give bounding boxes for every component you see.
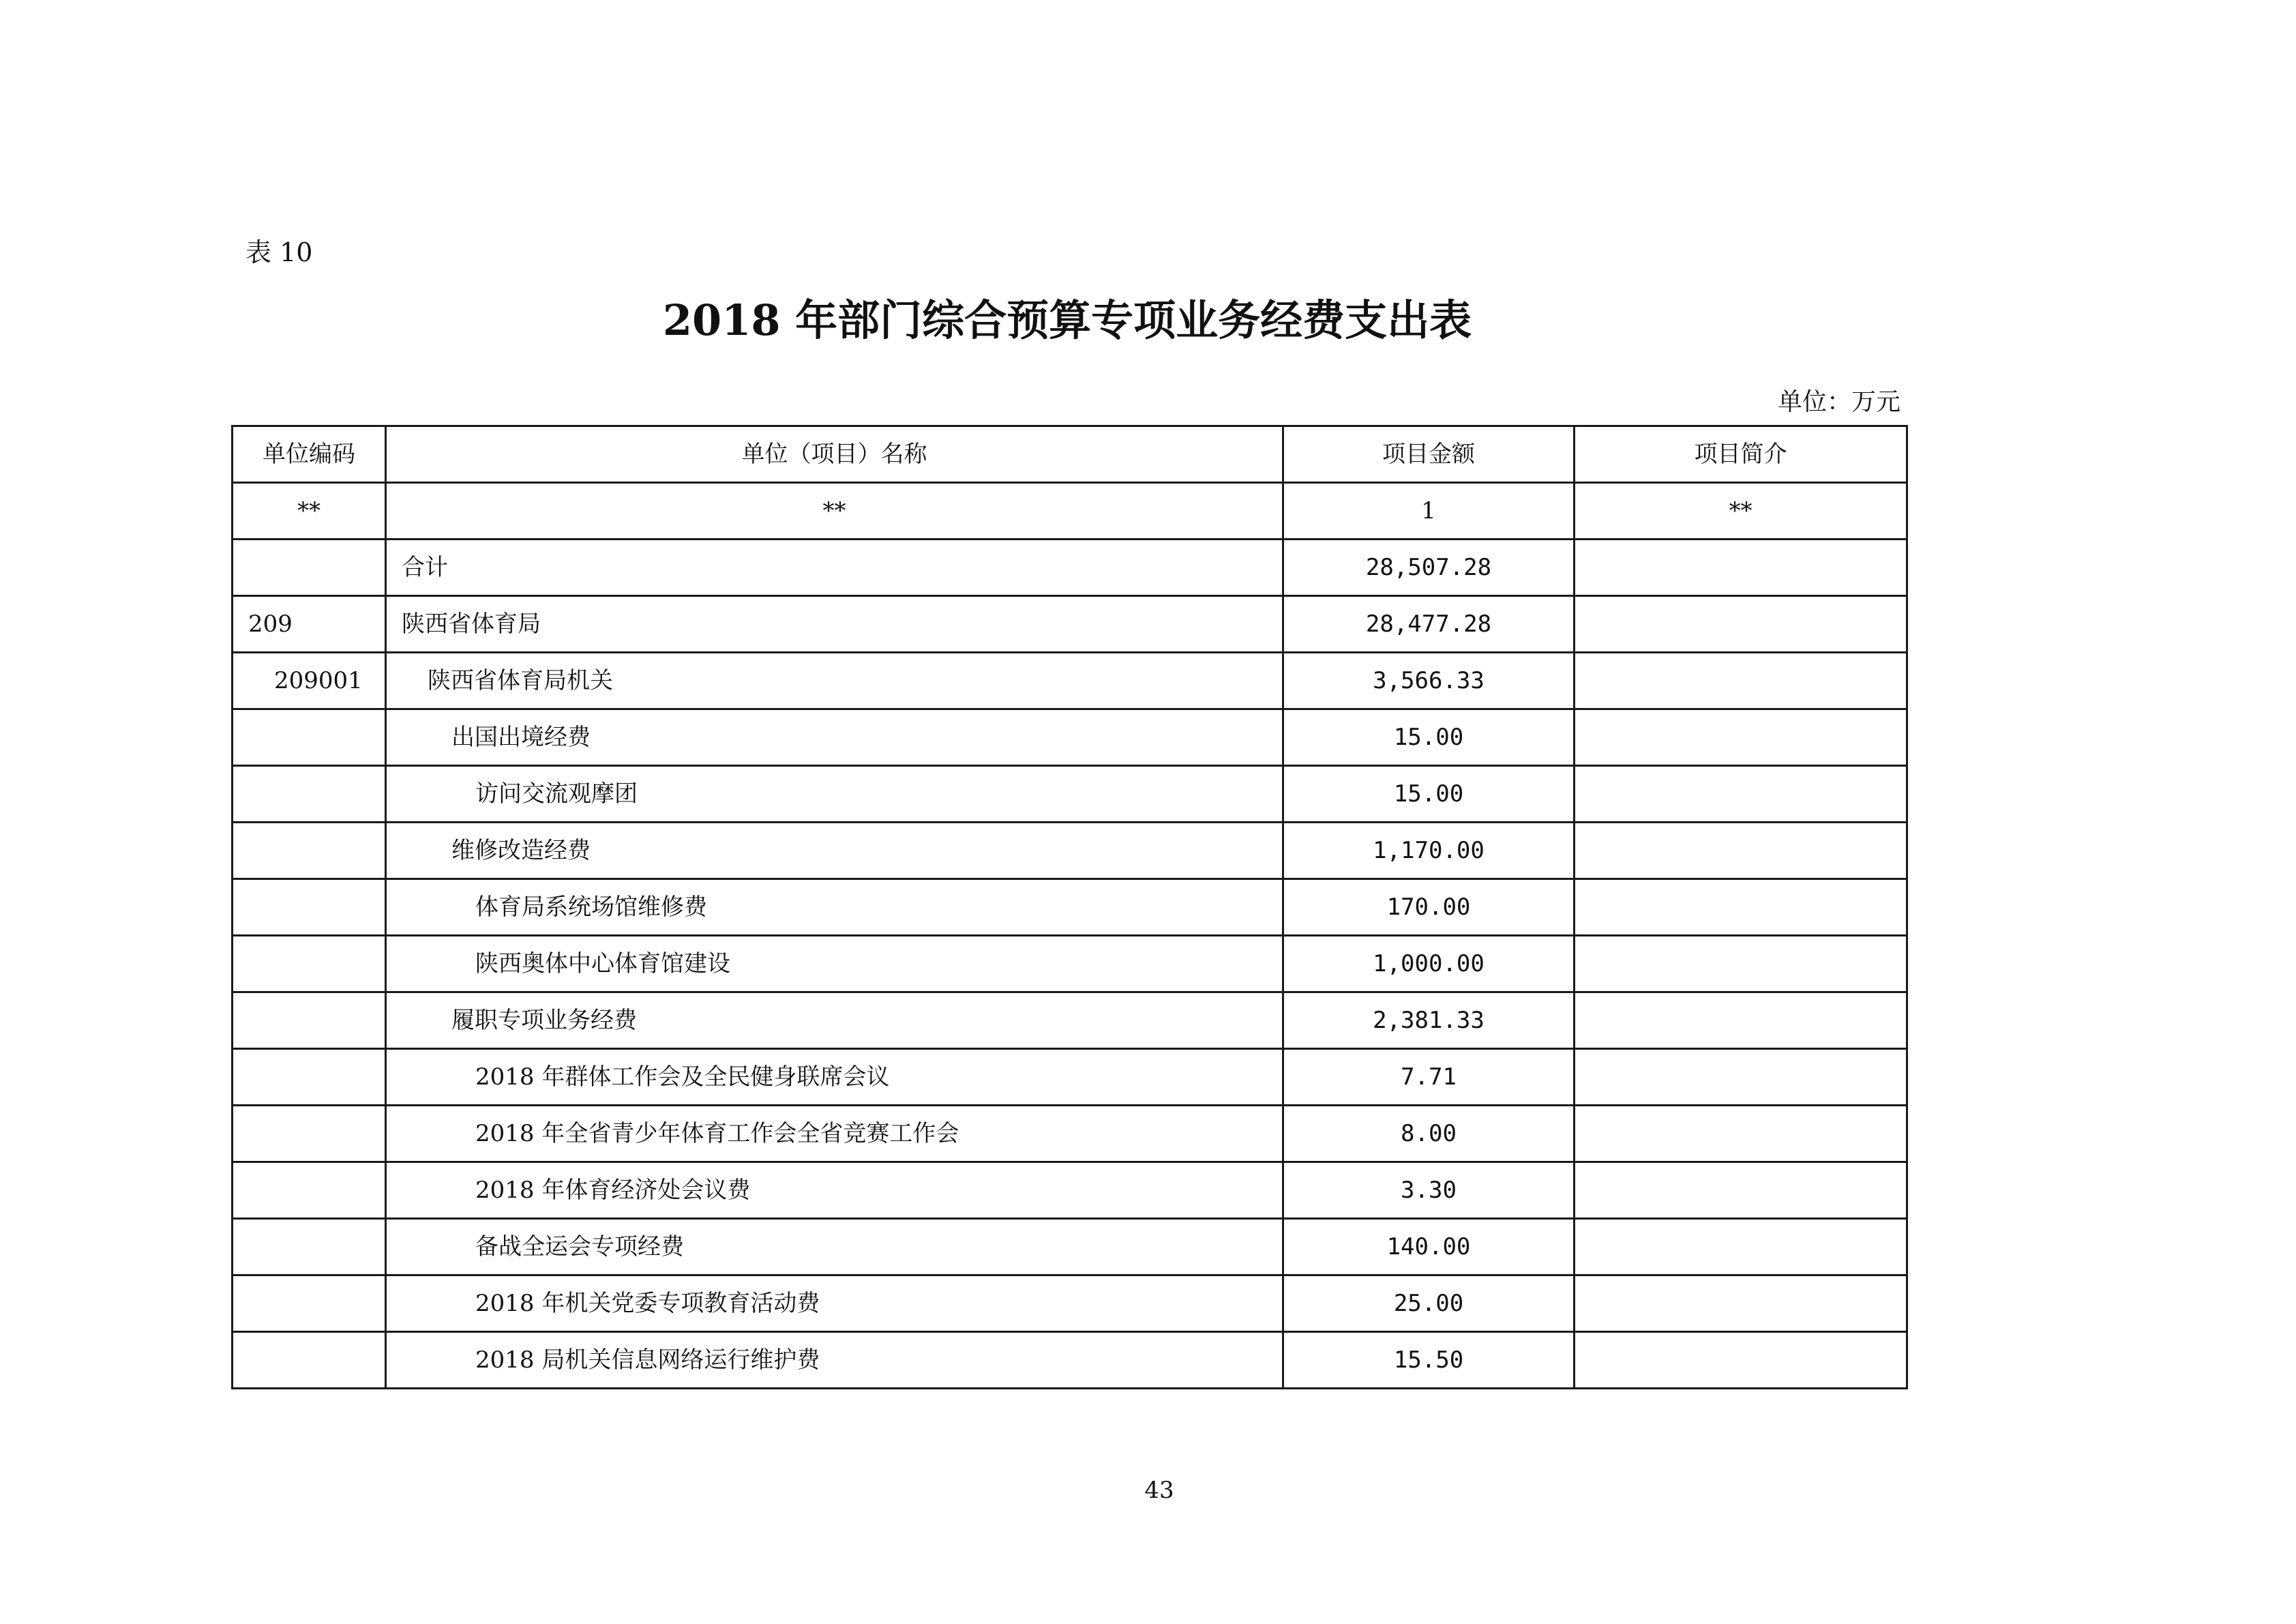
cell-amount: 15.00 [1283,766,1575,823]
table-row [233,596,1907,653]
cell-unit-code [233,992,386,1049]
table-row [233,1275,1907,1332]
cell-unit-name: 2018 年群体工作会及全民健身联席会议 [386,1049,1283,1106]
index-cell-description: ** [1575,483,1907,540]
index-cell-code: ** [233,483,386,540]
cell-amount: 7.71 [1283,1049,1575,1106]
cell-unit-code [233,1332,386,1389]
table-header [233,426,1907,483]
cell-unit-code: 209 [233,596,386,653]
cell-unit-name: 陕西奥体中心体育馆建设 [386,936,1283,992]
table-row [233,1162,1907,1219]
index-cell-name: ** [386,483,1283,540]
document-title: 2018 年部门综合预算专项业务经费支出表 [662,295,1472,345]
cell-description [1575,936,1907,992]
cell-description [1575,823,1907,879]
cell-description [1575,709,1907,766]
cell-unit-code [233,1275,386,1332]
cell-unit-name: 合计 [386,540,1283,596]
table-row [233,766,1907,823]
cell-amount: 170.00 [1283,879,1575,936]
cell-amount: 8.00 [1283,1106,1575,1162]
cell-description [1575,1275,1907,1332]
table-row [233,709,1907,766]
page-number: 43 [1144,1477,1174,1504]
cell-amount: 2,381.33 [1283,992,1575,1049]
cell-unit-code [233,936,386,992]
cell-description [1575,596,1907,653]
cell-unit-code: 209001 [233,653,386,709]
table-body [233,483,1907,1389]
header-amount: 项目金额 [1283,426,1575,483]
cell-unit-code [233,1049,386,1106]
index-cell-amount: 1 [1283,483,1575,540]
cell-amount: 1,000.00 [1283,936,1575,992]
cell-unit-name: 2018 年体育经济处会议费 [386,1162,1283,1219]
cell-unit-name: 2018 年机关党委专项教育活动费 [386,1275,1283,1332]
table-row [233,879,1907,936]
table-row [233,653,1907,709]
cell-unit-code [233,540,386,596]
cell-description [1575,653,1907,709]
cell-amount: 25.00 [1283,1275,1575,1332]
cell-amount: 28,477.28 [1283,596,1575,653]
cell-unit-code [233,1219,386,1275]
cell-unit-code [233,709,386,766]
header-unit-name: 单位（项目）名称 [386,426,1283,483]
table-row [233,1106,1907,1162]
cell-unit-name: 陕西省体育局 [386,596,1283,653]
header-description: 项目简介 [1575,426,1907,483]
cell-unit-name: 2018 年全省青少年体育工作会全省竞赛工作会 [386,1106,1283,1162]
table-row [233,1219,1907,1275]
cell-description [1575,879,1907,936]
cell-amount: 3,566.33 [1283,653,1575,709]
cell-unit-name: 访问交流观摩团 [386,766,1283,823]
budget-table [231,425,1908,1389]
table-row [233,1049,1907,1106]
header-row [233,426,1907,483]
cell-unit-code [233,766,386,823]
cell-unit-name: 体育局系统场馆维修费 [386,879,1283,936]
cell-amount: 1,170.00 [1283,823,1575,879]
cell-unit-name: 2018 局机关信息网络运行维护费 [386,1332,1283,1389]
table-row [233,823,1907,879]
cell-amount: 3.30 [1283,1162,1575,1219]
unit-note: 单位：万元 [1777,388,1900,416]
cell-description [1575,1332,1907,1389]
cell-amount: 140.00 [1283,1219,1575,1275]
cell-description [1575,540,1907,596]
cell-description [1575,766,1907,823]
cell-unit-name: 出国出境经费 [386,709,1283,766]
cell-unit-code [233,1162,386,1219]
cell-amount: 15.00 [1283,709,1575,766]
table-label: 表 10 [245,237,313,267]
cell-description [1575,1162,1907,1219]
cell-description [1575,1106,1907,1162]
cell-unit-name: 履职专项业务经费 [386,992,1283,1049]
table-row [233,540,1907,596]
cell-description [1575,1049,1907,1106]
cell-amount: 15.50 [1283,1332,1575,1389]
cell-unit-code [233,1106,386,1162]
index-row [233,483,1907,540]
cell-description [1575,1219,1907,1275]
cell-amount: 28,507.28 [1283,540,1575,596]
table-row [233,1332,1907,1389]
cell-unit-code [233,823,386,879]
cell-unit-code [233,879,386,936]
table-row [233,936,1907,992]
cell-description [1575,992,1907,1049]
header-unit-code: 单位编码 [233,426,386,483]
cell-unit-name: 陕西省体育局机关 [386,653,1283,709]
cell-unit-name: 维修改造经费 [386,823,1283,879]
cell-unit-name: 备战全运会专项经费 [386,1219,1283,1275]
table-row [233,992,1907,1049]
